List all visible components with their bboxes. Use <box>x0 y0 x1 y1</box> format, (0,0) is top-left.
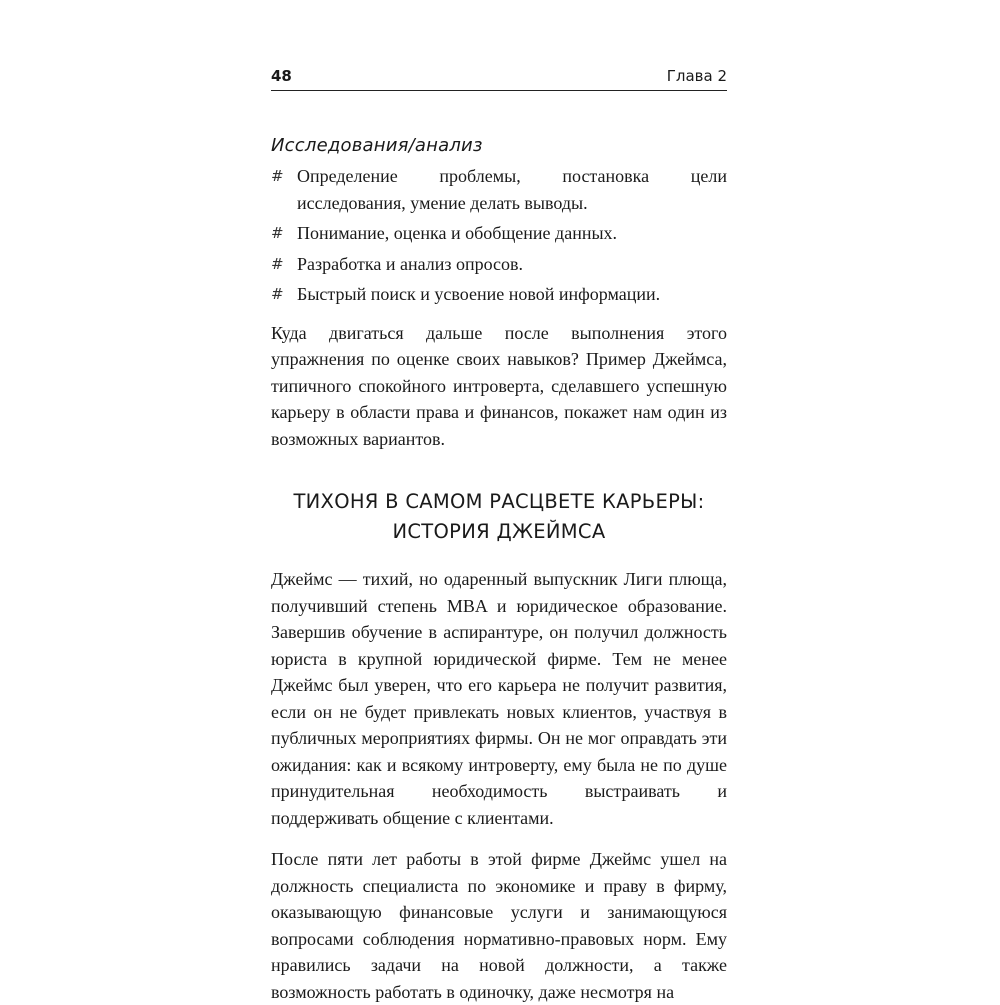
list-item-text: Определение проблемы, постановка цели исследования, умение делать выводы. <box>297 166 727 213</box>
story-heading <box>271 487 727 547</box>
skills-list <box>271 163 727 308</box>
section-title: Исследования/анализ <box>271 135 483 156</box>
page-header <box>271 62 727 91</box>
body-paragraph: Джеймс — тихий, но одаренный выпускник Лиги плюща, получивший степень MBA и юридическое образование. Завершив обучение в аспирантуре, он получил должность юриста в крупной юридической фирме. Тем не менее Джеймс был уверен, что его карьера не получит развития, если он не будет привлекать новых клиентов, участвуя в публичных мероприятиях фирмы. Он не мог оправдать эти ожидания: как и всякому интроверту, ему была не по душе принудительная необходимость выстраивать и поддерживать общение с клиентами. <box>271 569 727 828</box>
hash-bullet-icon: # <box>271 254 284 273</box>
list-item <box>271 281 727 308</box>
body-paragraph: После пяти лет работы в этой фирме Джеймс ушел на должность специалиста по экономике и праву в фирму, оказывающую финансовые услуги и занимающуюся вопросами соблюдения нормативно-правовых норм. Ему нравились задачи на новой должности, а также возможность работать в одиночку, даже несмотря на <box>271 849 727 1002</box>
body-paragraph: Куда двигаться дальше после выполнения этого упражнения по оценке своих навыков? Пример Джеймса, типичного спокойного интроверта, сделавшего успешную карьеру в области права и финансов, покажет нам один из возможных вариантов. <box>271 322 727 449</box>
hash-bullet-icon: # <box>271 224 284 242</box>
list-item <box>271 220 727 247</box>
list-item-text: Разработка и анализ опросов. <box>297 253 524 274</box>
list-item-text: Понимание, оценка и обобщение данных. <box>297 223 618 243</box>
story-heading-line: ТИХОНЯ В САМОМ РАСЦВЕТЕ КАРЬЕРЫ: <box>293 490 705 513</box>
list-item-text: Быстрый поиск и усвоение новой информации. <box>297 284 661 304</box>
list-item <box>271 251 727 278</box>
story-heading-line: ИСТОРИЯ ДЖЕЙМСА <box>392 520 606 543</box>
hash-bullet-icon: # <box>271 167 284 185</box>
list-item <box>271 163 727 216</box>
hash-bullet-icon: # <box>271 285 284 303</box>
book-page <box>271 62 727 1005</box>
chapter-label: Глава 2 <box>666 67 727 85</box>
page-number: 48 <box>271 67 292 85</box>
